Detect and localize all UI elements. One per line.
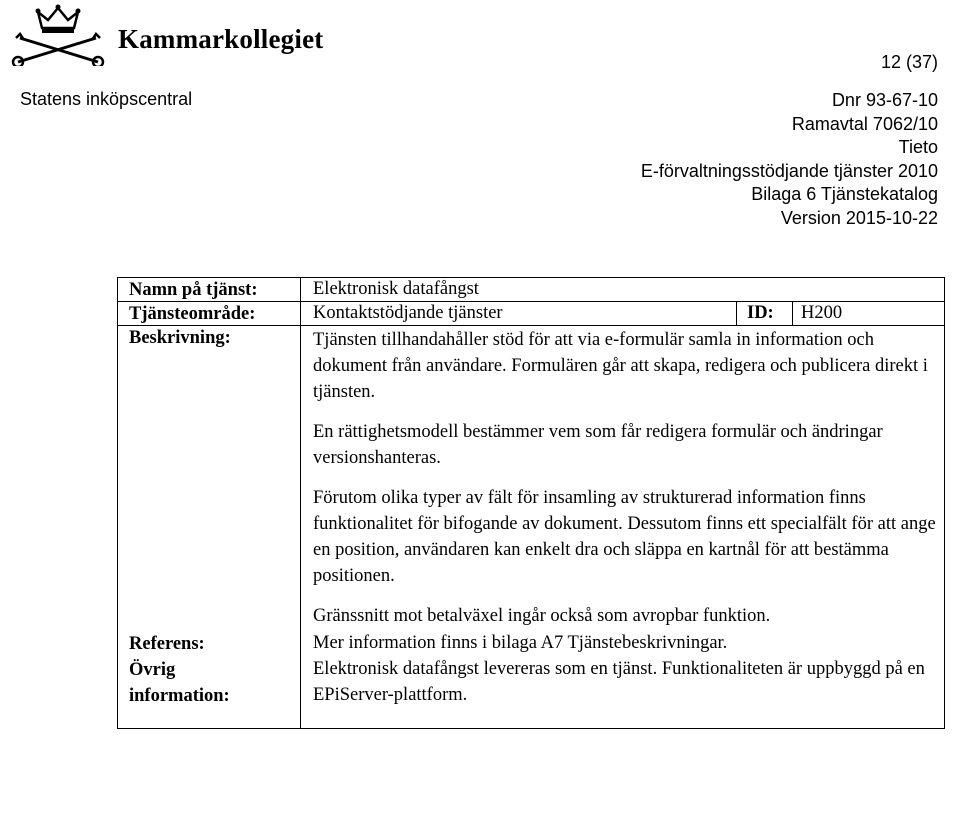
reference-value: Mer information finns i bilaga A7 Tjänstebeskrivningar. bbox=[313, 633, 728, 653]
kammarkollegiet-logo bbox=[8, 2, 324, 66]
description-paragraph: Förutom olika typer av fält för insamling av strukturerad information finns funktionalitet för bifogande av dokument. Dessutom finns ett specialfält för att ange en position, användaren kan enkelt dra och släppa en kartnål för att bestämma positionen. bbox=[313, 488, 936, 586]
description-paragraph: En rättighetsmodell bestämmer vem som får redigera formulär och ändringar versionshanteras. bbox=[313, 422, 883, 468]
row-service-area bbox=[118, 302, 945, 326]
page-number: 12 (37) bbox=[880, 52, 938, 72]
service-table bbox=[117, 277, 945, 729]
brand-name: Kammarkollegiet bbox=[118, 24, 324, 54]
row-service-name bbox=[118, 278, 945, 302]
meta-attachment: Bilaga 6 Tjänstekatalog bbox=[751, 184, 938, 205]
reference-other-values bbox=[301, 629, 945, 729]
reference-other-labels bbox=[118, 629, 301, 729]
document-meta bbox=[641, 89, 938, 231]
row-reference-other bbox=[118, 629, 945, 729]
description-paragraph: Tjänsten tillhandahåller stöd för att via e-formulär samla in information och dokument från användare. Formulären går att skapa, redigera och publicera direkt i tjänsten. bbox=[313, 330, 928, 402]
organization-name: Statens inköpscentral bbox=[20, 89, 193, 109]
service-area-label: Tjänsteområde: bbox=[118, 302, 301, 326]
other-info-value: Elektronisk datafångst levereras som en tjänst. Funktionaliteten är uppbyggd på en EPiServer-plattform. bbox=[313, 659, 925, 705]
reference-label: Referens: bbox=[129, 634, 205, 654]
service-name-label: Namn på tjänst: bbox=[118, 278, 301, 302]
service-id-label: ID: bbox=[737, 302, 793, 326]
service-name-value: Elektronisk datafångst bbox=[301, 278, 945, 302]
description-paragraph: Gränssnitt mot betalväxel ingår också som avropbar funktion. bbox=[313, 606, 771, 626]
other-info-label-line2: information: bbox=[129, 686, 230, 706]
meta-ramavtal: Ramavtal 7062/10 bbox=[791, 113, 938, 134]
description-value bbox=[301, 326, 945, 630]
meta-supplier: Tieto bbox=[898, 137, 938, 158]
meta-dnr: Dnr 93-67-10 bbox=[831, 90, 938, 110]
service-area-value: Kontaktstödjande tjänster bbox=[301, 302, 737, 326]
description-label: Beskrivning: bbox=[118, 326, 301, 630]
row-description bbox=[118, 326, 945, 630]
meta-version: Version 2015-10-22 bbox=[780, 207, 938, 228]
other-info-label-line1: Övrig bbox=[129, 660, 176, 680]
crown-emblem-icon bbox=[8, 2, 108, 66]
service-id-value: H200 bbox=[793, 302, 945, 326]
meta-agreement: E-förvaltningsstödjande tjänster 2010 bbox=[640, 160, 938, 181]
